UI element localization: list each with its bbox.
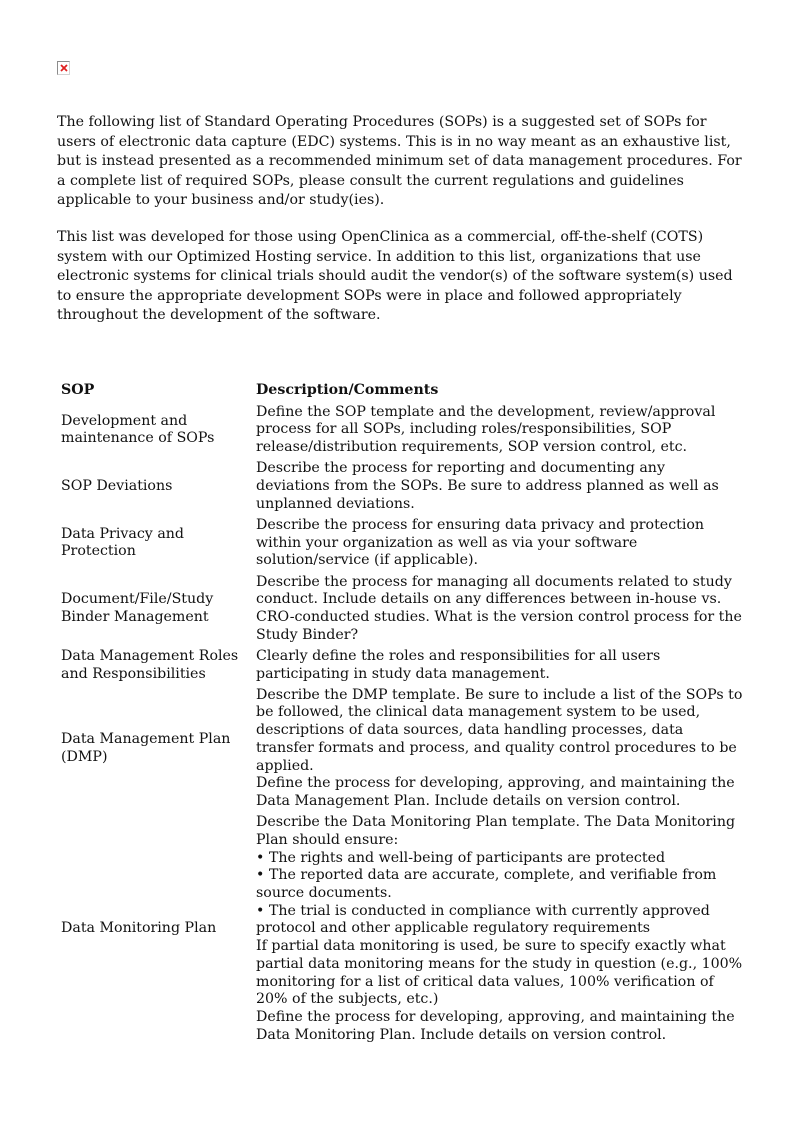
table-row <box>57 459 747 516</box>
table-row <box>57 685 747 812</box>
intro-section <box>57 113 747 343</box>
description-line: Clearly define the roles and responsibilities for all users participating in study data management. <box>256 647 661 682</box>
sop-name-cell: Development and maintenance of SOPs <box>61 412 215 447</box>
description-line: Describe the process for managing all documents related to study conduct. Include details on any differences between in-house vs. CRO-conducted studies. What is the version control process for the Study Binder? <box>256 573 742 643</box>
description-line: If partial data monitoring is used, be sure to specify exactly what partial data monitoring means for the study in question (e.g., 100% monitoring for a list of critical data values, 100% verification of 20% of the subjects, etc.) <box>256 938 743 1008</box>
sop-name-cell: SOP Deviations <box>61 478 173 495</box>
description-line: • The trial is conducted in compliance with currently approved protocol and other applicable regulatory requirements <box>256 902 710 937</box>
table-row <box>57 515 747 572</box>
description-line: Define the process for developing, approving, and maintaining the Data Monitoring Plan. Include details on version control. <box>256 1008 735 1043</box>
description-line: Describe the process for ensuring data privacy and protection within your organization as well as via your software solution/service (if applicable). <box>256 516 705 569</box>
sop-description-cell <box>252 459 747 516</box>
sop-name-cell: Data Management Plan (DMP) <box>61 731 231 765</box>
column-header-description: Description/Comments <box>256 381 439 398</box>
intro-paragraph-1: The following list of Standard Operating Procedures (SOPs) is a suggested set of SOPs for users of electronic data capture (EDC) systems. This is in no way meant as an exhaustive list, but is instead presented as a recommended minimum set of data management procedures. For a complete list of required SOPs, please consult the current regulations and guidelines applicable to your business and/or study(ies). <box>57 114 742 209</box>
sop-description-cell <box>252 515 747 572</box>
table-row <box>57 813 747 1047</box>
table-row <box>57 402 747 459</box>
description-line: • The rights and well-being of participants are protected <box>256 849 666 866</box>
description-line: Define the SOP template and the development, review/approval process for all SOPs, including roles/responsibilities, SOP release/distribution requirements, SOP version control, etc. <box>256 403 716 456</box>
column-header-sop: SOP <box>61 381 95 398</box>
sop-name-cell: Data Management Roles and Responsibilities <box>61 647 239 682</box>
table-header-row <box>57 380 747 402</box>
description-line: • The reported data are accurate, complete, and verifiable from source documents. <box>256 867 717 901</box>
sop-description-cell <box>252 646 747 685</box>
description-line: Describe the process for reporting and documenting any deviations from the SOPs. Be sure to address planned as well as unplanned deviations. <box>256 460 719 512</box>
sop-name-cell: Data Monitoring Plan <box>61 920 217 937</box>
sop-name-cell: Data Privacy and Protection <box>61 525 184 560</box>
table-row <box>57 646 747 685</box>
broken-image-icon <box>57 61 70 75</box>
sop-description-cell <box>252 402 747 459</box>
description-line: Describe the Data Monitoring Plan template. The Data Monitoring Plan should ensure: <box>256 814 736 848</box>
description-line: Define the process for developing, approving, and maintaining the Data Management Plan. Include details on version control. <box>256 775 735 809</box>
table-row <box>57 572 747 646</box>
sop-name-cell: Document/File/Study Binder Management <box>61 591 214 625</box>
description-line: Describe the DMP template. Be sure to include a list of the SOPs to be followed, the clinical data management system to be used, descriptions of data sources, data handling processes, data transfer formats and process, and quality control procedures to be applied. <box>256 686 743 774</box>
sop-description-cell <box>252 572 747 646</box>
intro-paragraph-2: This list was developed for those using OpenClinica as a commercial, off-the-shelf (COTS) system with our Optimized Hosting service. In addition to this list, organizations that use electronic systems for clinical trials should audit the vendor(s) of the software system(s) used to ensure the appropriate development SOPs were in place and followed appropriately throughout the development of the software. <box>57 228 733 324</box>
sop-table <box>57 380 747 1046</box>
sop-description-cell <box>252 813 747 1047</box>
table-body <box>57 402 747 1046</box>
sop-description-cell <box>252 685 747 812</box>
